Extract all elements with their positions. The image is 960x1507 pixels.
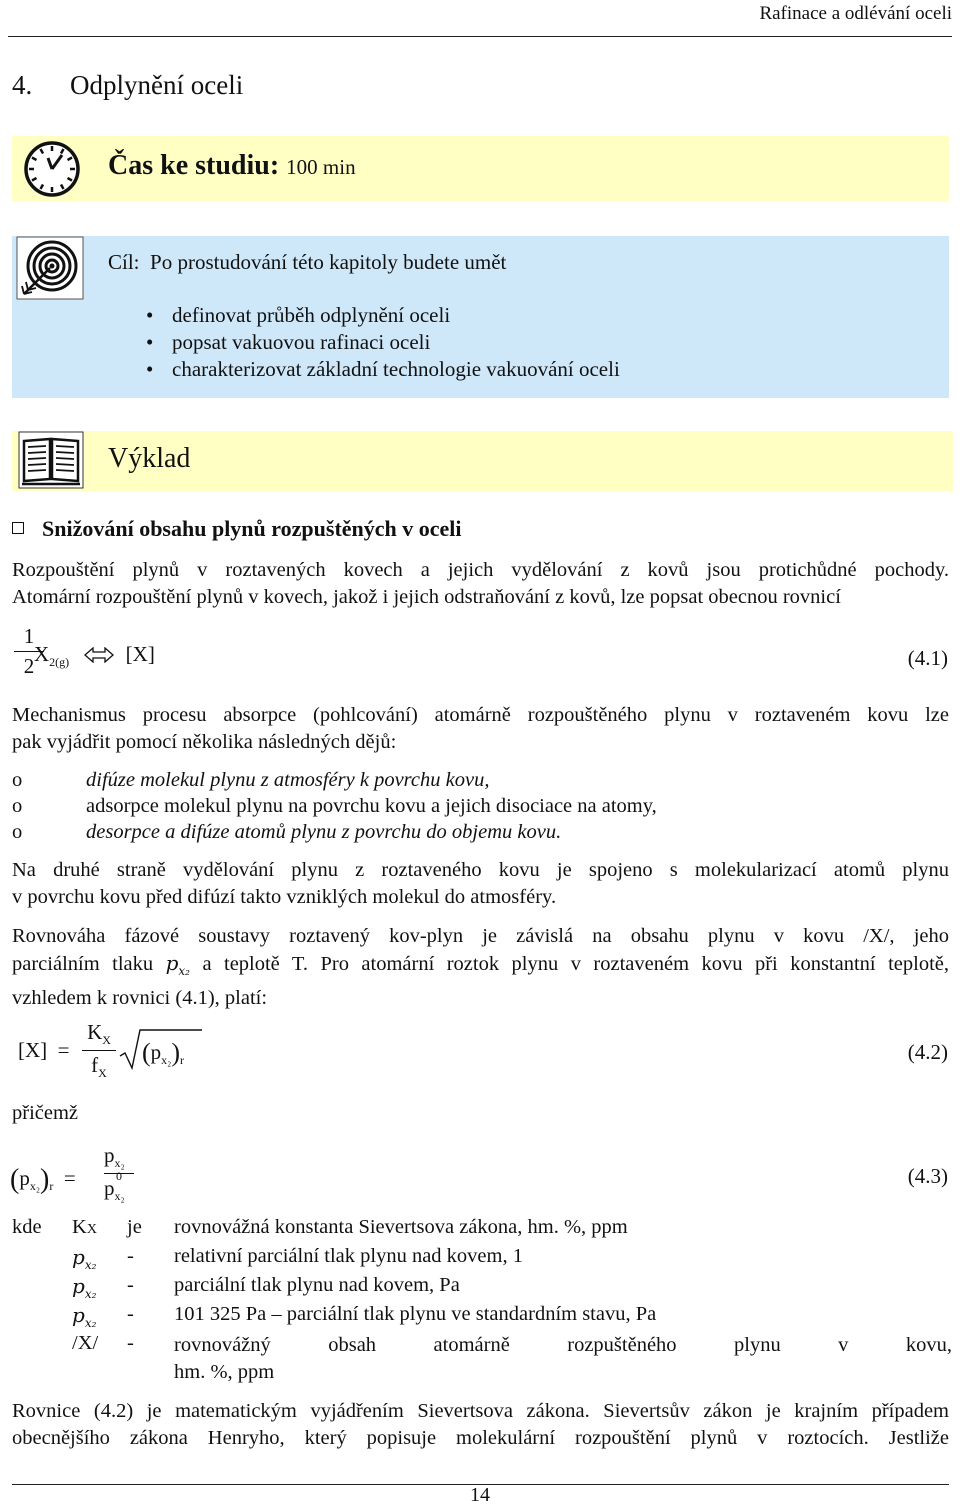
definition-separator: - [127,1332,134,1354]
list-item-text: adsorpce molekul plynu na povrchu kovu a jejich disociace na atomy, [86,795,657,817]
definition-separator: - [127,1303,134,1325]
symbol-definitions [12,1216,952,1388]
species: X [34,642,50,666]
list-item-text: difúze molekul plynu z atmosféry k povrchu kovu, [86,769,490,791]
paragraph-5 [12,1398,949,1452]
goal-list [172,302,620,383]
study-time-title [108,150,356,182]
section-heading [12,516,462,542]
lecture-title: Výklad [108,443,191,474]
definition-symbol [72,1245,96,1272]
equation-4-3-lhs: $(p_{x_2})_r$ = [10,1164,76,1195]
definition-row [12,1332,952,1388]
eq-lhs: [X] [18,1038,48,1062]
eq-denominator-sub: X [98,1066,107,1080]
definition-row [12,1216,952,1245]
equation-4-1-body [34,642,155,670]
definition-symbol [72,1303,96,1330]
pricemz-label: přičemž [12,1102,79,1124]
eq-p-sub: x₂ [29,1179,41,1193]
study-time-label: Čas ke studiu: [108,150,280,181]
page-number: 14 [470,1484,490,1506]
paragraph-line: vzhledem k rovnici (4.1), platí: [12,987,268,1009]
list-item-text: desorpce a difúze atomů plynu z povrchu do objemu kovu. [86,821,562,843]
paragraph-4 [12,923,949,1012]
list-bullet: o [12,821,23,843]
symbol-k: K [72,1216,87,1238]
header-rule [8,36,952,37]
paragraph-line: obecnějšího zákona Henryho, který popisuje molekulární rozpouštění plynů v roztocích. Jestliže [12,1427,949,1449]
text-fragment: a teplotě T. Pro atomární roztok plynu v roztaveném kovu při konstantní teplotě, [202,953,949,975]
goal-label: Cíl: [108,250,140,274]
eq-denominator-sub: x₂ [114,1189,125,1203]
list-bullet: o [12,769,23,791]
definition-symbol [72,1216,97,1239]
paragraph-1 [12,557,949,611]
equilibrium-arrow-icon [84,644,114,669]
paragraph-line: v povrchu kovu před difúzí takto vzniklých molekul do atmosféry. [12,886,557,908]
paragraph-2 [12,702,949,756]
eq-sign: = [57,1038,70,1062]
paragraph-line: Rovnováha fázové soustavy roztavený kov-plyn je závislá na obsahu plynu v kovu /X/, jeho [12,925,949,947]
equation-number: (4.3) [907,1164,948,1188]
text-fragment: parciálním tlaku [12,953,154,975]
checkbox-bullet-icon [12,522,24,534]
paragraph-line: pak vyjádřit pomocí několika následných dějů: [12,731,397,753]
symbol-subscript: x₂ [178,964,190,978]
equation-4-2-fraction [82,1020,116,1081]
paragraph-line: Mechanismus procesu absorpce (pohlcování) atomárně rozpouštěného plynu v roztaveném kovu lze [12,704,949,726]
equation-number: (4.2) [907,1040,948,1064]
symbol-p: p [72,1245,85,1269]
kde-label: kde [12,1216,42,1238]
product: [X] [125,642,155,666]
eq-p: p [19,1166,30,1190]
eq-denominator: f [91,1053,99,1077]
definition-separator: - [127,1274,134,1296]
species-subscript: 2(g) [49,655,70,669]
equation-4-2-radicand: $(p_{x_2})_r$ [142,1038,185,1067]
definition-symbol: /X/ [72,1332,99,1354]
clock-icon [18,138,86,205]
study-time-box [12,136,949,201]
symbol-p: p [72,1303,85,1327]
definition-text: relativní parciální tlak plynu nad kovem, 1 [174,1245,523,1267]
equation-number: (4.1) [907,646,948,670]
paragraph-line: Atomární rozpouštění plynů v kovech, jakož i jejich odstraňování z kovů, lze popsat obecnou rovnicí [12,586,841,608]
goal-item: • definovat průběh odplynění oceli [172,302,620,329]
eq-r-sub: r [49,1179,54,1193]
fraction-bar [82,1050,116,1051]
definition-row [12,1274,952,1303]
symbol-p: p [72,1274,85,1298]
definition-text-line: rovnovážný obsah atomárně rozpuštěného plynu v kovu, [174,1334,952,1356]
definition-row [12,1245,952,1274]
eq-numerator-sub: X [102,1033,111,1047]
definition-text-line: hm. %, ppm [174,1361,275,1383]
definition-row [12,1303,952,1332]
definition-separator: je [127,1216,142,1238]
eq-numerator: K [87,1020,103,1044]
goal-item: • popsat vakuovou rafinaci oceli [172,329,620,356]
definition-text: parciální tlak plynu nad kovem, Pa [174,1274,460,1296]
symbol-k-sub: X [86,1222,97,1237]
paragraph-3 [12,857,949,911]
definition-text [174,1332,952,1386]
goal-box [12,236,949,398]
eq-p: p [150,1040,162,1064]
symbol-p: p [165,951,179,975]
study-time-value: 100 min [286,155,356,179]
goal-heading [108,250,506,275]
paragraph-line: Rovnice (4.2) je matematickým vyjádřením Sievertsova zákona. Sievertsův zákon je krajním případem [12,1400,949,1422]
eq-denominator: p [104,1176,115,1200]
target-icon [16,236,84,305]
symbol-subscript: x₂ [84,1316,97,1330]
definition-text: rovnovážná konstanta Sievertsova zákona, hm. %, ppm [174,1216,628,1238]
chapter-number: 4. [12,70,33,100]
book-icon [18,431,84,494]
symbol-subscript: x₂ [84,1258,97,1272]
goal-intro: Po prostudování této kapitoly budete umět [150,250,507,274]
definition-separator: - [127,1245,134,1267]
list-bullet: o [12,795,23,817]
fraction-denominator: 2 [23,654,35,678]
eq-numerator-sub: x₂ [114,1156,125,1170]
equation-4-2-lhs [18,1038,70,1063]
eq-r-sub: r [180,1053,185,1067]
paragraph-line [12,950,949,985]
symbol-subscript: x₂ [84,1287,97,1301]
section-title: Snižování obsahu plynů rozpuštěných v oceli [42,516,462,541]
goal-item: • charakterizovat základní technologie vakuování oceli [172,356,620,383]
paragraph-line: Rozpouštění plynů v roztavených kovech a jejich vydělování z kovů jsou protichůdné pochody. [12,559,949,581]
eq-numerator: p [104,1143,115,1167]
paragraph-line: Na druhé straně vydělování plynu z roztaveného kovu je spojeno s molekularizací atomů plynu [12,859,949,881]
fraction-numerator: 1 [23,624,35,648]
equation-4-3-fraction [104,1143,140,1204]
definition-text: 101 325 Pa – parciální tlak plynu ve standardním stavu, Pa [174,1303,657,1325]
definition-symbol [72,1274,96,1301]
lecture-box [12,431,953,491]
chapter-heading [12,70,243,101]
running-header: Rafinace a odlévání oceli [759,3,952,24]
chapter-title: Odplynění oceli [70,70,244,100]
eq-sign: = [63,1166,76,1190]
eq-denominator-sup: 0 [116,1169,122,1183]
eq-p-sub: x₂ [161,1053,172,1067]
